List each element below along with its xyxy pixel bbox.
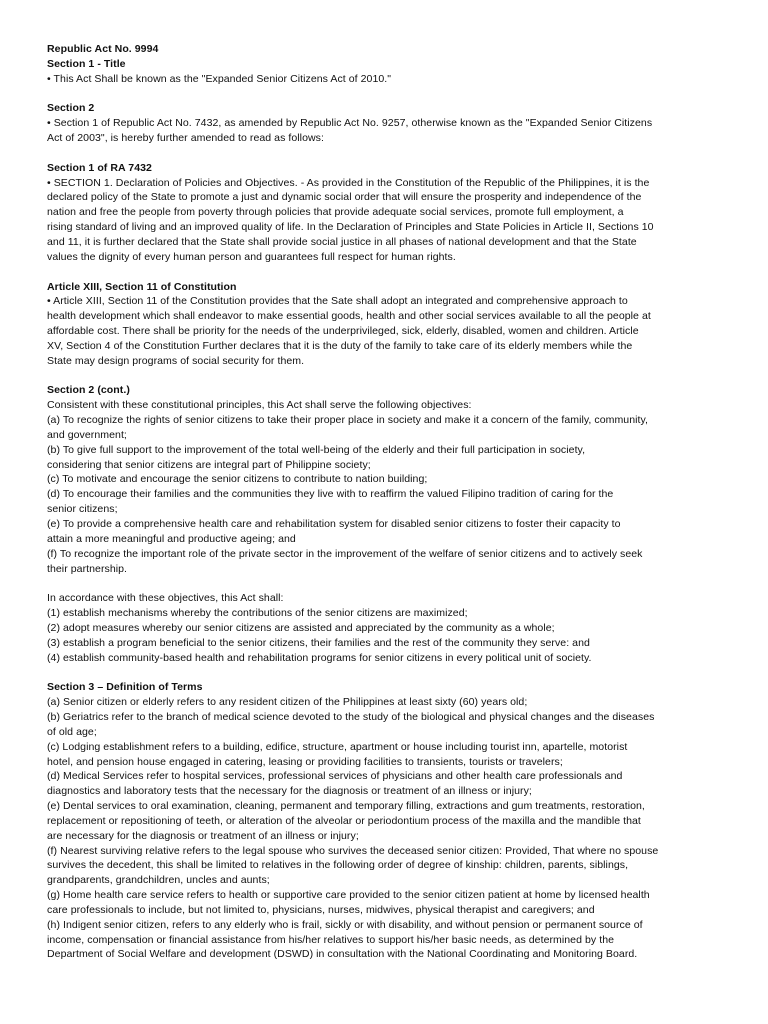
paragraph-gap bbox=[47, 665, 728, 680]
body-text-line: Act of 2003", is hereby further amended to read as follows: bbox=[47, 132, 324, 145]
body-text-line: (g) Home health care service refers to health or supportive care provided to the senior citizen patient at home by licensed health bbox=[47, 889, 650, 902]
body-text-line: grandparents, grandchildren, uncles and aunts; bbox=[47, 874, 270, 887]
body-text-line: care professionals to include, but not limited to, physicians, nurses, midwives, physical therapist and caregivers; and bbox=[47, 903, 595, 916]
body-text-line: hotel, and pension house engaged in catering, leasing or providing facilities to transients, tourists or travelers; bbox=[47, 755, 563, 768]
body-text-line: Department of Social Welfare and development (DSWD) in consultation with the National Coordinating and Monitoring Board. bbox=[47, 948, 638, 961]
body-text-line: • Section 1 of Republic Act No. 7432, as amended by Republic Act No. 9257, otherwise known as the "Expanded Senior Citizens bbox=[47, 117, 653, 130]
body-text-line: (f) To recognize the important role of the private sector in the improvement of the welfare of senior citizens and to actively seek bbox=[47, 547, 643, 560]
body-text-line: State may design programs of social security for them. bbox=[47, 354, 305, 367]
document-body bbox=[47, 42, 728, 962]
body-text-line: (b) To give full support to the improvement of the total well-being of the elderly and their full participation in society, bbox=[47, 443, 586, 456]
body-text-line: and government; bbox=[47, 428, 127, 441]
body-text-line: rising standard of living and an improved quality of life. In the Declaration of Principles and State Policies in Article II, Sections 10 bbox=[47, 221, 654, 234]
body-text-line: survives the decedent, this shall be limited to relatives in the following order of degree of kinship: children, parents, siblings, bbox=[47, 859, 629, 872]
body-text-line: (e) To provide a comprehensive health care and rehabilitation system for disabled senior citizens to foster their capacity to bbox=[47, 518, 621, 530]
body-text-line: In accordance with these objectives, this Act shall: bbox=[47, 592, 284, 605]
body-text-line: (d) To encourage their families and the communities they live with to reaffirm the valued Filipino tradition of caring for the bbox=[47, 488, 614, 501]
body-text-line: (f) Nearest surviving relative refers to the legal spouse who survives the deceased senior citizen: Provided, That where no spouse bbox=[47, 844, 659, 857]
paragraph-gap bbox=[47, 87, 728, 102]
section-heading: Section 1 - Title bbox=[47, 57, 126, 70]
body-text-line: senior citizens; bbox=[47, 503, 118, 516]
paragraph-gap bbox=[47, 576, 728, 591]
paragraph-gap bbox=[47, 369, 728, 384]
body-text-line: of old age; bbox=[47, 725, 97, 738]
body-text-line: (a) Senior citizen or elderly refers to any resident citizen of the Philippines at least sixty (60) years old; bbox=[47, 696, 528, 709]
body-text-line: (c) To motivate and encourage the senior citizens to contribute to nation building; bbox=[47, 473, 428, 486]
body-text-line: (a) To recognize the rights of senior citizens to take their proper place in society and make it a concern of the family, community, bbox=[47, 414, 649, 427]
paragraph-gap bbox=[47, 146, 728, 161]
body-text-line: their partnership. bbox=[47, 562, 128, 575]
paragraph-gap bbox=[47, 265, 728, 280]
section-heading: Section 2 (cont.) bbox=[47, 384, 130, 397]
body-text-line: (4) establish community-based health and rehabilitation programs for senior citizens in every political unit of society. bbox=[47, 651, 592, 664]
body-text-line: • Article XIII, Section 11 of the Constitution provides that the Sate shall adopt an integrated and comprehensive approach to bbox=[47, 295, 628, 308]
body-text-line: (d) Medical Services refer to hospital services, professional services of physicians and other health care professionals and bbox=[47, 770, 623, 783]
body-text-line: health development which shall endeavor to make essential goods, health and other social services available to all the people at bbox=[47, 310, 651, 323]
body-text-line: attain a more meaningful and productive ageing; and bbox=[47, 532, 296, 545]
body-text-line: (c) Lodging establishment refers to a building, edifice, structure, apartment or house including tourist inn, apartelle, motorist bbox=[47, 740, 628, 753]
body-text-line: values the dignity of every human person and guarantees full respect for human rights. bbox=[47, 250, 456, 263]
body-text-line: (e) Dental services to oral examination, cleaning, permanent and temporary filling, extractions and gum treatments, restoration, bbox=[47, 800, 645, 813]
body-text-line: income, compensation or financial assistance from his/her relatives to support his/her basic needs, as determined by the bbox=[47, 933, 615, 946]
section-heading: Republic Act No. 9994 bbox=[47, 43, 159, 55]
body-text-line: affordable cost. There shall be priority for the needs of the underprivileged, sick, elderly, disabled, women and children. Article bbox=[47, 325, 639, 338]
body-text-line: (h) Indigent senior citizen, refers to any elderly who is frail, sickly or with disability, and without pension or permanent source of bbox=[47, 918, 643, 931]
body-text-line: declared policy of the State to promote a just and dynamic social order that will ensure the prosperity and independence of the bbox=[47, 191, 642, 204]
body-text-line: (b) Geriatrics refer to the branch of medical science devoted to the study of the biological and physical changes and the diseases bbox=[47, 710, 655, 723]
section-heading: Section 1 of RA 7432 bbox=[47, 161, 152, 174]
section-heading: Article XIII, Section 11 of Constitution bbox=[47, 280, 237, 293]
body-text-line: XV, Section 4 of the Constitution Further declares that it is the duty of the family to take care of its elderly members while the bbox=[47, 339, 633, 352]
section-heading: Section 2 bbox=[47, 102, 95, 115]
body-text-line: replacement or repositioning of teeth, or alteration of the alveolar or periodontium process of the maxilla and the mandible that bbox=[47, 814, 641, 827]
body-text-line: Consistent with these constitutional principles, this Act shall serve the following objectives: bbox=[47, 399, 472, 412]
body-text-line: (2) adopt measures whereby our senior citizens are assisted and appreciated by the community as a whole; bbox=[47, 621, 555, 634]
body-text-line: (1) establish mechanisms whereby the contributions of the senior citizens are maximized; bbox=[47, 607, 468, 620]
body-text-line: • SECTION 1. Declaration of Policies and Objectives. - As provided in the Constitution of the Republic of the Philippines, it is the bbox=[47, 176, 650, 189]
body-text-line: nation and free the people from poverty through policies that provide adequate social services, promote full employment, a bbox=[47, 206, 624, 219]
section-heading: Section 3 – Definition of Terms bbox=[47, 681, 203, 694]
body-text-line: are necessary for the diagnosis or treatment of an illness or injury; bbox=[47, 829, 359, 842]
body-text-line: diagnostics and laboratory tests that the necessary for the diagnosis or treatment of an illness or injury; bbox=[47, 785, 532, 798]
body-text-line: • This Act Shall be known as the "Expanded Senior Citizens Act of 2010." bbox=[47, 72, 392, 85]
body-text-line: (3) establish a program beneficial to the senior citizens, their families and the rest of the community they serve: and bbox=[47, 636, 590, 649]
body-text-line: and 11, it is further declared that the State shall provide social justice in all phases of national development and that the State bbox=[47, 235, 637, 248]
body-text-line: considering that senior citizens are integral part of Philippine society; bbox=[47, 458, 371, 471]
